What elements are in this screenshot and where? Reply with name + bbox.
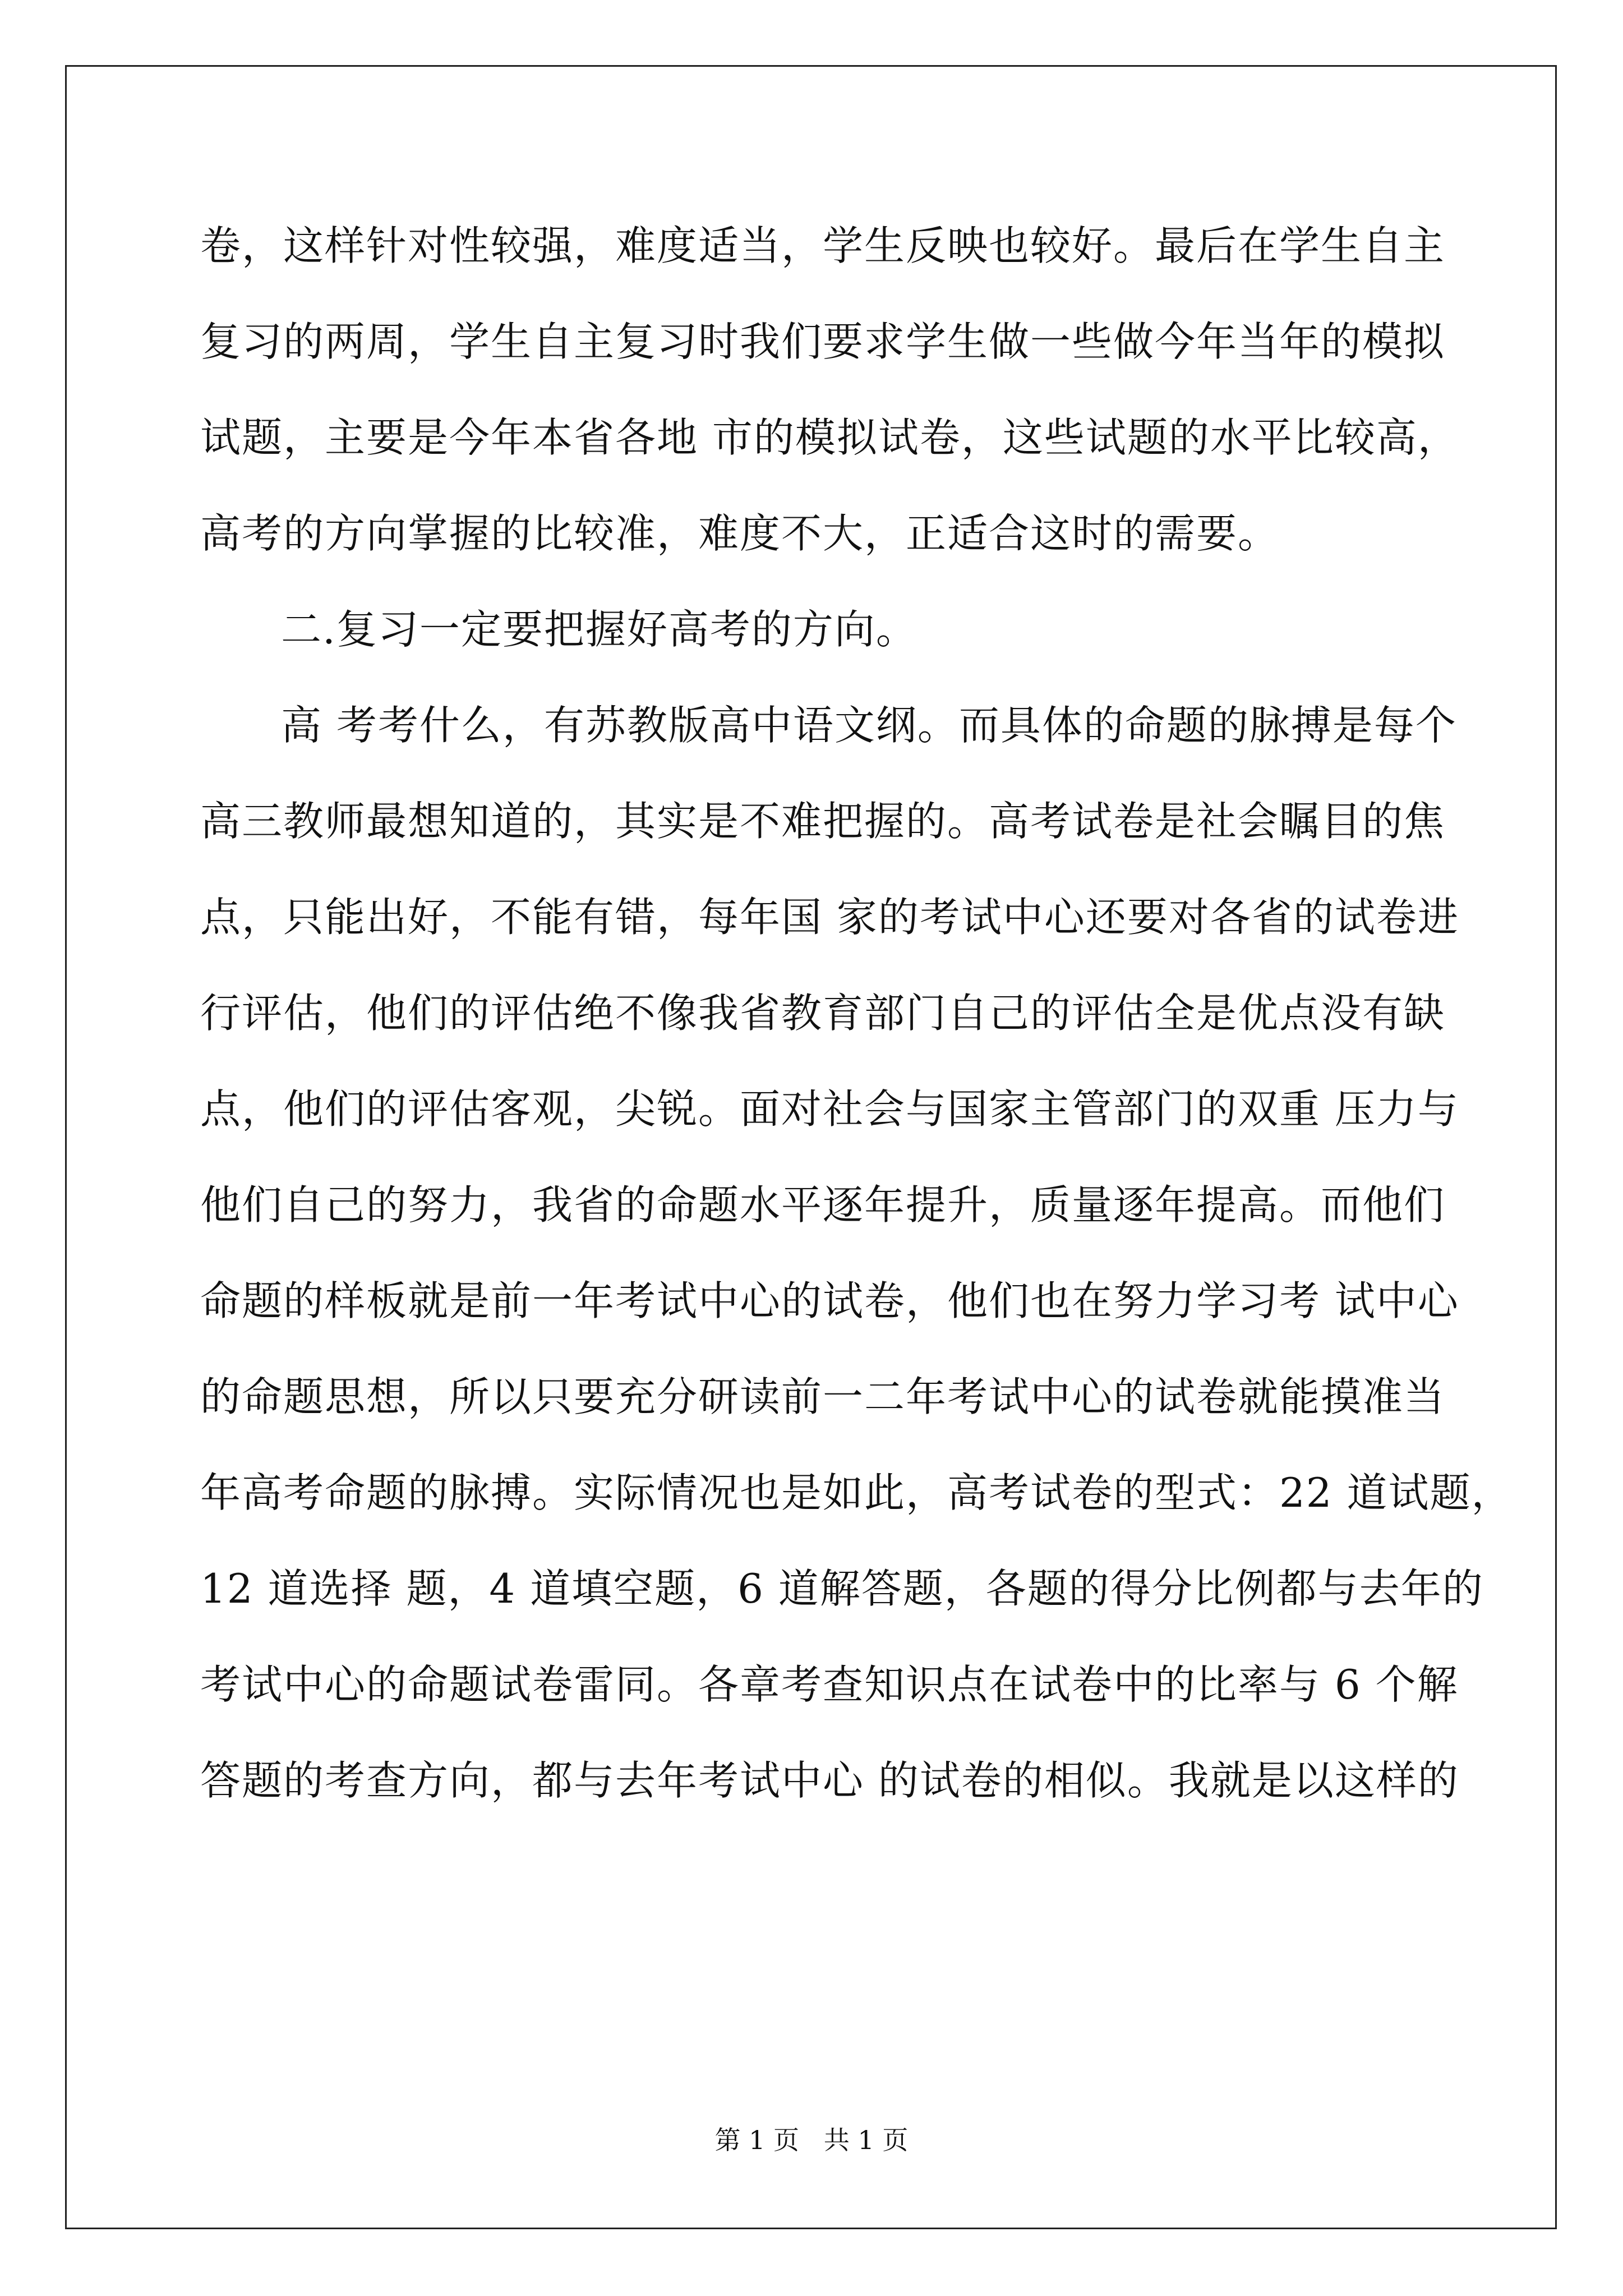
text-line: 12 道选择 题，4 道填空题，6 道解答题，各题的得分比例都与去年的	[200, 1565, 1484, 1612]
text-line: 卷，这样针对性较强，难度适当，学生反映也较好。最后在学生自主	[200, 222, 1446, 269]
text-line: 点，他们的评估客观，尖锐。面对社会与国家主管部门的双重 压力与	[200, 1085, 1459, 1133]
text-line: 考试中心的命题试卷雷同。各章考查知识点在试卷中的比率与 6 个解	[200, 1661, 1459, 1708]
text-line: 试题，主要是今年本省各地 市的模拟试卷，这些试题的水平比较高，	[200, 414, 1459, 461]
text-line: 高三教师最想知道的，其实是不难把握的。高考试卷是社会瞩目的焦	[200, 798, 1446, 845]
text-line: 高考的方向掌握的比较准，难度不大，正适合这时的需要。	[200, 510, 1280, 557]
section-heading: 二.复习一定要把握好高考的方向。	[281, 606, 917, 653]
text-line: 命题的样板就是前一年考试中心的试卷，他们也在努力学习考 试中心	[200, 1277, 1459, 1324]
text-line: 的命题思想，所以只要充分研读前一二年考试中心的试卷就能摸准当	[200, 1373, 1446, 1420]
text-line: 复习的两周，学生自主复习时我们要求学生做一些做今年当年的模拟	[200, 318, 1446, 365]
text-line: 行评估，他们的评估绝不像我省教育部门自己的评估全是优点没有缺	[200, 990, 1446, 1037]
page-number-footer: 第 1 页 共 1 页	[714, 2125, 909, 2155]
document-body	[200, 220, 1513, 1851]
text-line: 他们自己的努力，我省的命题水平逐年提升，质量逐年提高。而他们	[200, 1181, 1446, 1228]
text-line: 点，只能出好，不能有错，每年国 家的考试中心还要对各省的试卷进	[200, 894, 1459, 941]
text-line: 高 考考什么，有苏教版高中语文纲。而具体的命题的脉搏是每个	[281, 702, 1457, 749]
text-line: 年高考命题的脉搏。实际情况也是如此，高考试卷的型式：22 道试题，	[200, 1469, 1513, 1516]
text-line: 答题的考查方向，都与去年考试中心 的试卷的相似。我就是以这样的	[200, 1757, 1459, 1804]
